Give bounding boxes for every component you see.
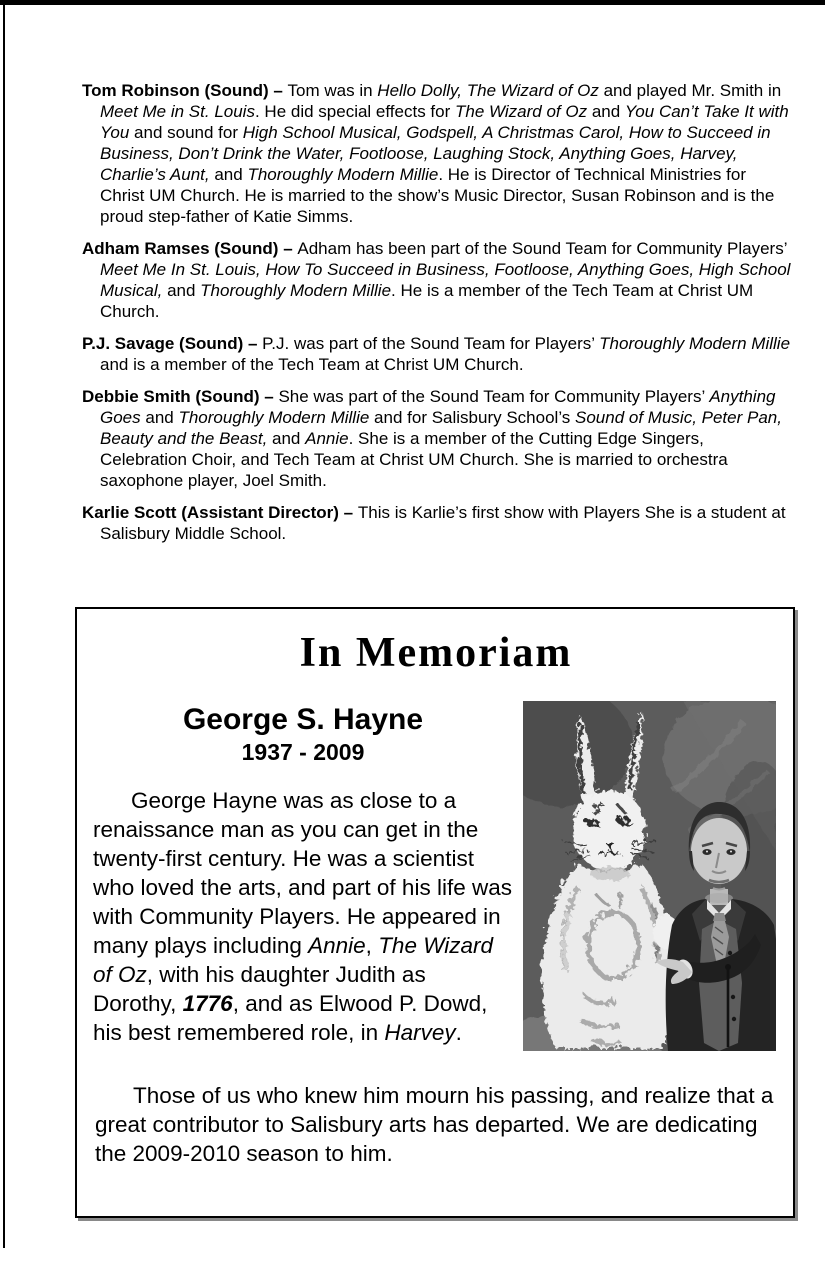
memorial-painting-image: [523, 701, 776, 1051]
bio-pj-savage: P.J. Savage (Sound) – P.J. was part of the Sound Team for Players’ Thoroughly Modern Millie and is a member of the Tech Team at Christ UM Church.: [82, 334, 791, 374]
memoriam-paragraph: George Hayne was as close to a renaissance man as you can get in the twenty-first century. He was a scientist who loved the arts, and part of his life was with Community Players. He appeared in many plays including Annie, The Wizard of Oz, with his daughter Judith as Dorothy, 1776, and as Elwood P. Dowd, his best remembered role, in Harvey.: [93, 788, 512, 1045]
page-left-border: [3, 0, 5, 1248]
memoriam-content-row: [93, 691, 779, 1051]
bio-debbie-smith: Debbie Smith (Sound) – She was part of the Sound Team for Community Players’ Anything Goes and Thoroughly Modern Millie and for Salisbury School’s Sound of Music, Peter Pan, Beauty and the Beast, and Annie. She is a member of the Cutting Edge Singers, Celebration Choir, and Tech Team at Christ UM Church. She is married to orchestra saxophone player, Joel Smith.: [82, 387, 782, 490]
memoriam-title: In Memoriam: [299, 630, 573, 676]
memoriam-box: [75, 607, 795, 1218]
page-top-border: [0, 0, 825, 5]
memoriam-dates: 1937 - 2009: [241, 739, 365, 765]
memoriam-closing-paragraph: Those of us who knew him mourn his passing, and realize that a great contributor to Salisbury arts has departed. We are dedicating the 2009-2010 season to him.: [95, 1083, 774, 1166]
memoriam-text-column: [93, 691, 513, 1047]
bio-tom-robinson: Tom Robinson (Sound) – Tom was in Hello Dolly, The Wizard of Oz and played Mr. Smith in Meet Me in St. Louis. He did special effects for The Wizard of Oz and You Can’t Take It with You and sound for High School Musical, Godspell, A Christmas Carol, How to Succeed in Business, Don’t Drink the Water, Footloose, Laughing Stock, Anything Goes, Harvey, Charlie’s Aunt, and Thoroughly Modern Millie. He is Director of Technical Ministries for Christ UM Church. He is married to the show’s Music Director, Susan Robinson and is the proud step-father of Katie Simms.: [82, 81, 789, 226]
crew-bios-section: [82, 80, 794, 555]
bio-karlie-scott: Karlie Scott (Assistant Director) – This is Karlie’s first show with Players She is a student at Salisbury Middle School.: [82, 503, 786, 543]
bio-adham-ramses: Adham Ramses (Sound) – Adham has been part of the Sound Team for Community Players’ Meet Me In St. Louis, How To Succeed in Business, Footloose, Anything Goes, High School Musical, and Thoroughly Modern Millie. He is a member of the Tech Team at Christ UM Church.: [82, 239, 791, 321]
memoriam-name: George S. Hayne: [182, 703, 424, 736]
